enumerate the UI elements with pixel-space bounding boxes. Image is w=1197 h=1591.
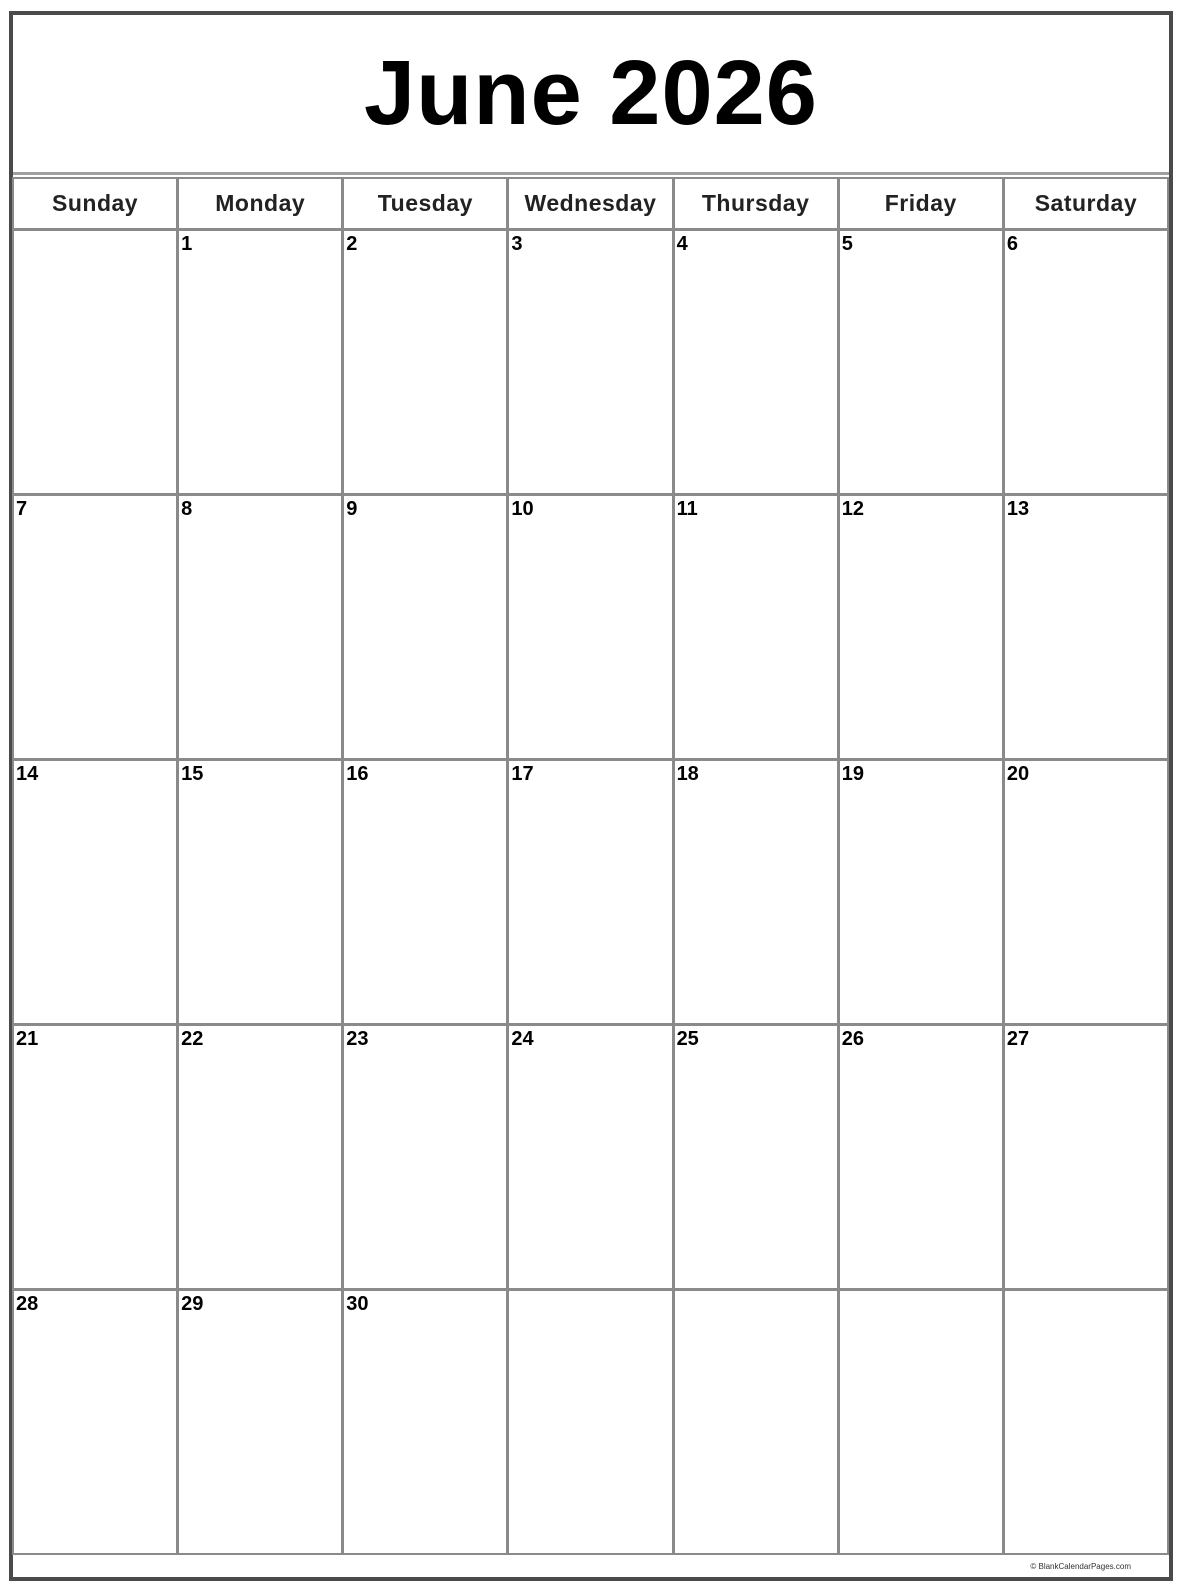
day-number: 1: [181, 233, 193, 255]
day-number: 3: [511, 233, 523, 255]
day-cell: [177, 229, 343, 495]
day-cell: [342, 759, 508, 1025]
day-number: 14: [16, 763, 39, 785]
day-number: 23: [346, 1028, 369, 1050]
day-number: 7: [16, 498, 28, 520]
day-number: 8: [181, 498, 193, 520]
day-cell: [12, 1024, 178, 1290]
day-number: 22: [181, 1028, 204, 1050]
day-cell: [12, 1289, 178, 1555]
day-cell: [507, 759, 673, 1025]
day-number: 28: [16, 1293, 39, 1315]
calendar-page: [9, 11, 1173, 1581]
day-cell: [177, 1289, 343, 1555]
weekday-header-sunday: Sunday: [12, 177, 178, 230]
day-number: 21: [16, 1028, 39, 1050]
day-cell: [342, 1024, 508, 1290]
weekday-header-wednesday: Wednesday: [507, 177, 673, 230]
day-cell: [838, 1289, 1004, 1555]
day-cell: [673, 759, 839, 1025]
day-cell: [507, 1289, 673, 1555]
day-number: 25: [676, 1028, 699, 1050]
day-cell: [838, 1024, 1004, 1290]
day-number: 10: [511, 498, 534, 520]
day-cell: [12, 229, 178, 495]
day-number: 17: [511, 763, 534, 785]
day-number: 20: [1006, 763, 1030, 785]
day-number: 30: [346, 1293, 369, 1315]
day-cell: [507, 494, 673, 760]
day-cell: [673, 1024, 839, 1290]
day-number: 5: [841, 233, 853, 255]
day-number: 4: [676, 233, 688, 255]
weekday-header-thursday: Thursday: [673, 177, 839, 230]
day-number: 24: [511, 1028, 534, 1050]
day-cell: [507, 1024, 673, 1290]
weekday-header-saturday: Saturday: [1003, 177, 1169, 230]
calendar-title: June 2026: [13, 15, 1169, 175]
weekday-header-friday: Friday: [838, 177, 1004, 230]
day-cell: [342, 229, 508, 495]
day-number: 12: [841, 498, 864, 520]
day-number: 6: [1006, 233, 1018, 255]
day-number: 11: [676, 498, 698, 520]
day-cell: [1003, 229, 1169, 495]
day-cell: [838, 494, 1004, 760]
day-number: 16: [346, 763, 369, 785]
day-cell: [177, 759, 343, 1025]
day-number: 13: [1006, 498, 1030, 520]
day-number: 15: [181, 763, 204, 785]
day-cell: [1003, 1024, 1169, 1290]
day-cell: [507, 229, 673, 495]
day-number: 27: [1006, 1028, 1030, 1050]
day-number: 2: [346, 233, 358, 255]
calendar-grid: [13, 178, 1169, 1555]
day-cell: [177, 1024, 343, 1290]
day-number: 26: [841, 1028, 864, 1050]
day-cell: [342, 1289, 508, 1555]
day-cell: [838, 229, 1004, 495]
day-cell: [12, 759, 178, 1025]
day-cell: [177, 494, 343, 760]
day-cell: [673, 229, 839, 495]
day-cell: [342, 494, 508, 760]
day-cell: [1003, 1289, 1169, 1555]
weekday-header-tuesday: Tuesday: [342, 177, 508, 230]
copyright-credit: © BlankCalendarPages.com: [1030, 1562, 1131, 1571]
weekday-header-monday: Monday: [177, 177, 343, 230]
day-cell: [1003, 759, 1169, 1025]
day-cell: [12, 494, 178, 760]
day-cell: [838, 759, 1004, 1025]
day-cell: [1003, 494, 1169, 760]
day-number: 18: [676, 763, 699, 785]
day-number: 29: [181, 1293, 204, 1315]
day-cell: [673, 494, 839, 760]
day-number: 19: [841, 763, 864, 785]
day-cell: [673, 1289, 839, 1555]
day-number: 9: [346, 498, 358, 520]
